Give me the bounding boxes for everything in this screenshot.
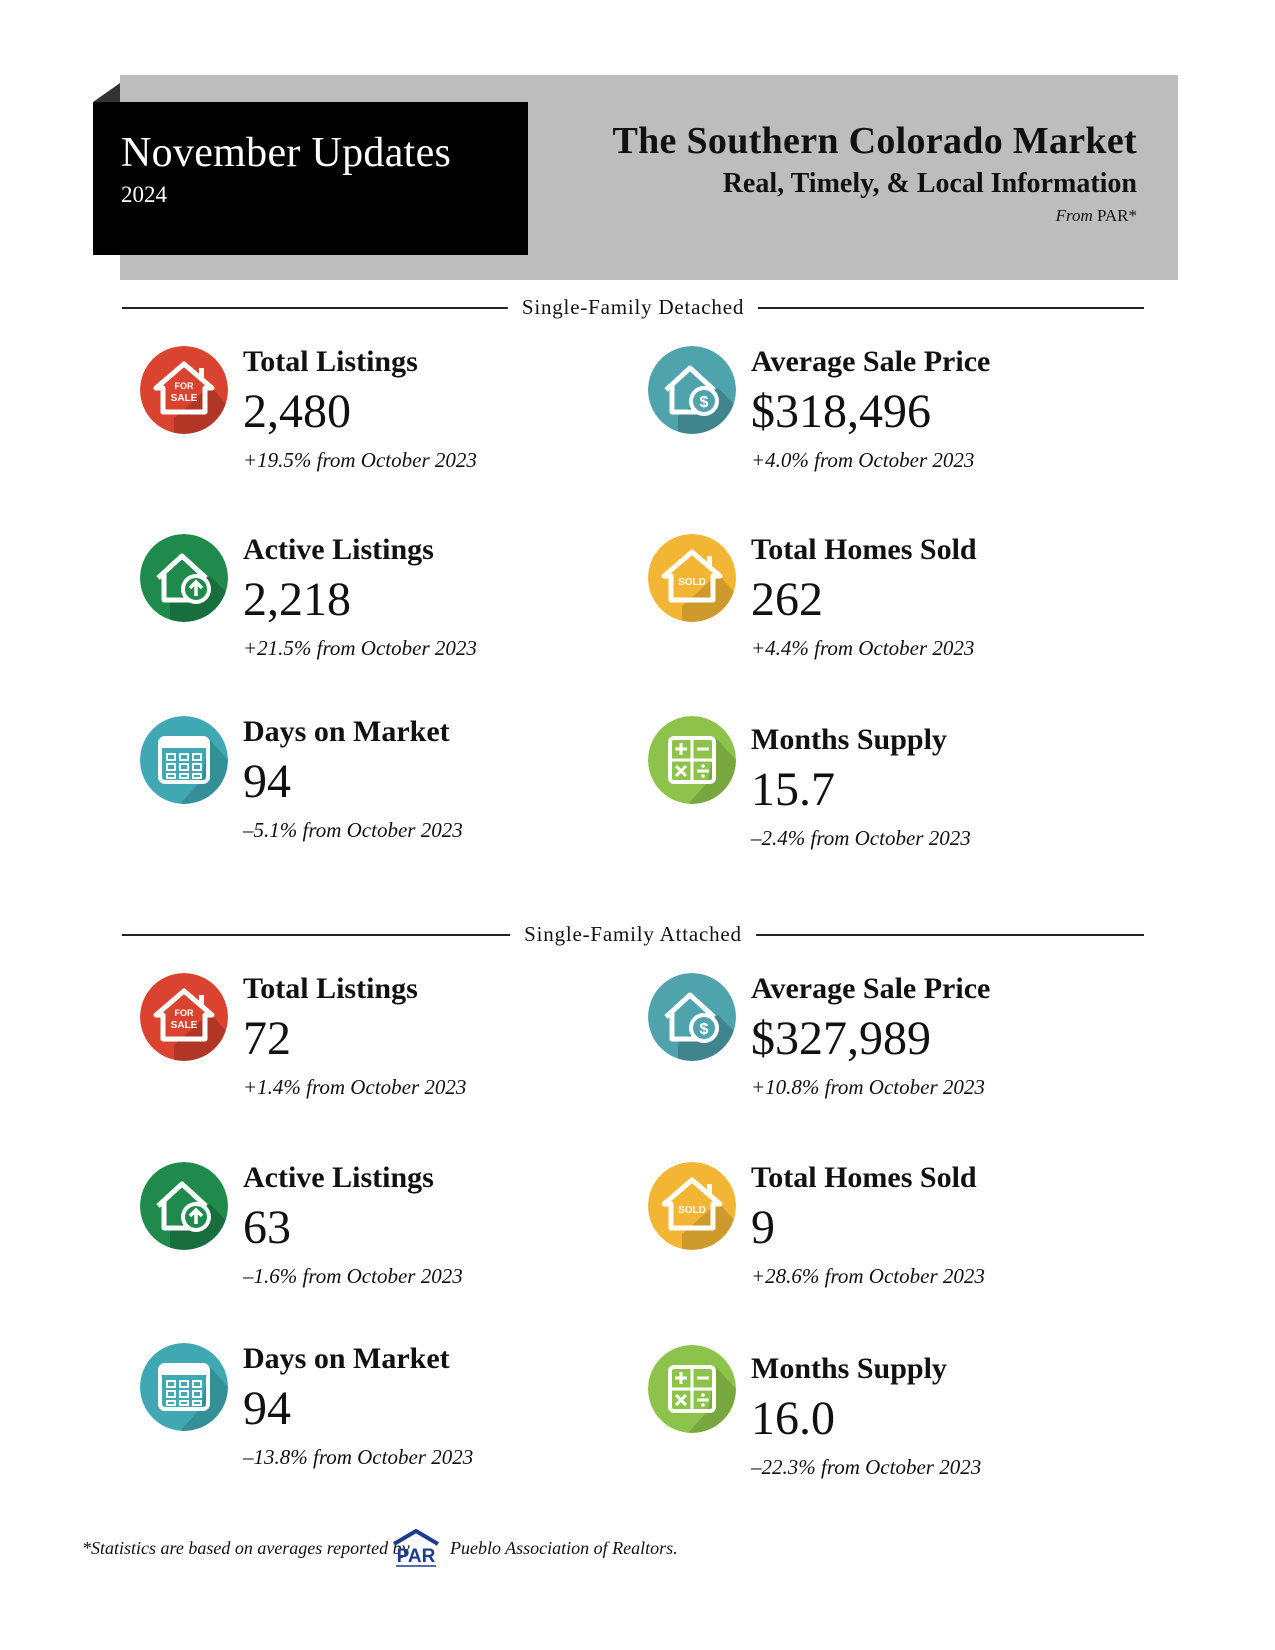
title-block — [93, 102, 528, 255]
stat-label: Months Supply — [751, 1352, 947, 1385]
sold-house-icon — [648, 1162, 736, 1250]
stat-change: –13.8% from October 2023 — [243, 1445, 474, 1469]
stat-label: Total Listings — [243, 345, 418, 378]
market-subheadline: Real, Timely, & Local Information — [722, 168, 1137, 199]
stat-change: –2.4% from October 2023 — [751, 826, 971, 850]
stat-value: 9 — [751, 1201, 775, 1254]
stat-average-sale-price — [648, 344, 1088, 484]
house-upload-icon — [140, 1162, 228, 1250]
svg-text:SALE: SALE — [170, 1020, 198, 1031]
stat-value: 94 — [243, 755, 291, 808]
stat-days-on-market — [140, 714, 580, 854]
stat-change: +21.5% from October 2023 — [243, 636, 477, 660]
stat-change: +10.8% from October 2023 — [751, 1075, 985, 1099]
stat-days-on-market — [140, 1341, 580, 1481]
svg-text:FOR: FOR — [174, 381, 194, 391]
stat-label: Total Homes Sold — [751, 1161, 977, 1194]
header-fold — [93, 83, 120, 102]
svg-text:PAR: PAR — [396, 1546, 436, 1567]
section-divider-detached — [122, 294, 1144, 320]
footer-org: Pueblo Association of Realtors. — [450, 1538, 678, 1558]
svg-text:SALE: SALE — [170, 393, 198, 404]
stat-value: 2,218 — [243, 573, 351, 626]
stat-average-sale-price — [648, 971, 1088, 1111]
house-upload-icon — [140, 534, 228, 622]
stat-label: Average Sale Price — [751, 345, 991, 378]
svg-text:$: $ — [699, 394, 709, 411]
footer — [82, 1528, 702, 1568]
stat-label: Active Listings — [243, 1161, 434, 1194]
house-dollar-icon — [648, 973, 736, 1061]
for-sale-house-icon — [140, 346, 228, 434]
stat-value: $318,496 — [751, 385, 931, 438]
stat-value: 262 — [751, 573, 823, 626]
house-dollar-icon — [648, 346, 736, 434]
stat-active-listings — [140, 1160, 580, 1300]
source-line — [1056, 205, 1137, 227]
stat-total-listings — [140, 971, 580, 1111]
calendar-icon — [140, 1343, 228, 1431]
page-title: November Updates — [121, 130, 452, 176]
stat-total-homes-sold — [648, 532, 1088, 672]
stat-change: –22.3% from October 2023 — [751, 1455, 982, 1479]
stat-change: –5.1% from October 2023 — [243, 818, 463, 842]
sold-house-icon — [648, 534, 736, 622]
stat-label: Average Sale Price — [751, 972, 991, 1005]
calculator-icon — [648, 1345, 736, 1433]
svg-text:FOR: FOR — [174, 1008, 194, 1018]
stat-change: +4.0% from October 2023 — [751, 448, 975, 472]
stat-months-supply — [648, 1351, 1088, 1491]
svg-text:SOLD: SOLD — [678, 1205, 706, 1216]
stat-change: +19.5% from October 2023 — [243, 448, 477, 472]
footer-note: *Statistics are based on averages reported by — [82, 1538, 410, 1558]
stat-value: 16.0 — [751, 1392, 835, 1445]
stat-total-homes-sold — [648, 1160, 1088, 1300]
for-sale-house-icon — [140, 973, 228, 1061]
stat-label: Months Supply — [751, 723, 947, 756]
stat-label: Total Homes Sold — [751, 533, 977, 566]
svg-text:$: $ — [699, 1021, 709, 1038]
section-title: Single-Family Attached — [510, 921, 756, 947]
calendar-icon — [140, 716, 228, 804]
par-logo — [390, 1528, 442, 1568]
stat-label: Days on Market — [243, 715, 450, 748]
stat-change: +1.4% from October 2023 — [243, 1075, 467, 1099]
stat-change: +28.6% from October 2023 — [751, 1264, 985, 1288]
stat-value: 63 — [243, 1201, 291, 1254]
svg-text:SOLD: SOLD — [678, 577, 706, 588]
stat-label: Total Listings — [243, 972, 418, 1005]
stat-active-listings — [140, 532, 580, 672]
stat-change: +4.4% from October 2023 — [751, 636, 975, 660]
market-headline: The Southern Colorado Market — [612, 120, 1137, 162]
stat-label: Active Listings — [243, 533, 434, 566]
section-title: Single-Family Detached — [508, 294, 758, 320]
page-year: 2024 — [121, 182, 167, 207]
source-prefix: From — [1055, 206, 1093, 225]
calculator-icon — [648, 716, 736, 804]
stat-change: –1.6% from October 2023 — [243, 1264, 463, 1288]
section-divider-attached — [122, 921, 1144, 947]
stat-value: 15.7 — [751, 763, 835, 816]
stat-value: 94 — [243, 1382, 291, 1435]
stat-months-supply — [648, 722, 1088, 862]
stat-label: Days on Market — [243, 1342, 450, 1375]
stat-total-listings — [140, 344, 580, 484]
stat-value: 2,480 — [243, 385, 351, 438]
stat-value: 72 — [243, 1012, 291, 1065]
stat-value: $327,989 — [751, 1012, 931, 1065]
source-name: PAR* — [1096, 206, 1137, 225]
